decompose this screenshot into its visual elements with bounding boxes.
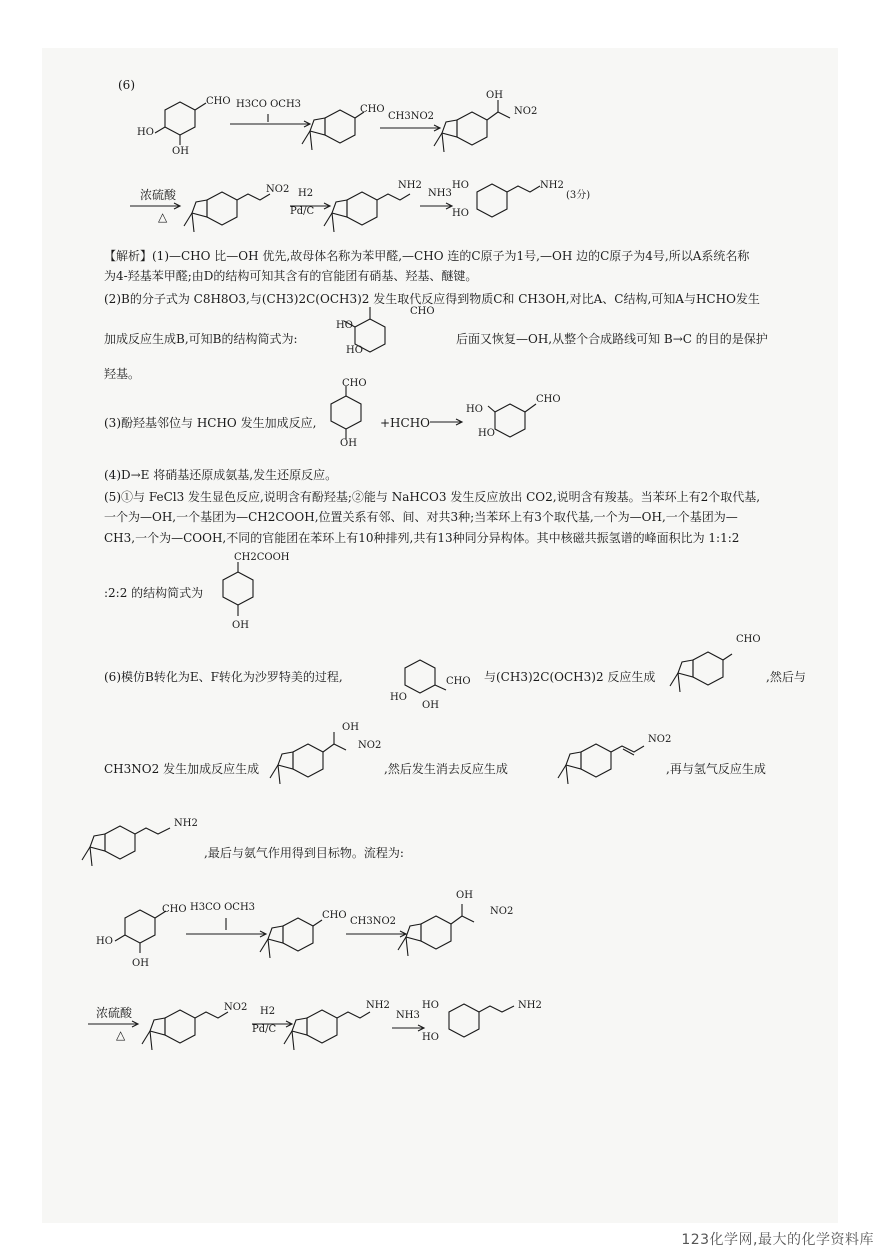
analysis-p6-line1a: (6)模仿B转化为E、F转化为沙罗特美的过程, [104, 670, 343, 684]
heat-symbol: △ [116, 1028, 126, 1042]
cho-label: CHO [360, 104, 385, 115]
nh2-label: NH2 [540, 180, 564, 191]
oh-label: OH [340, 438, 357, 449]
no2-label: NO2 [490, 906, 514, 917]
nh3-reagent: NH3 [428, 188, 452, 199]
hydroxyphenylacetic-acid-structure [220, 560, 280, 640]
analysis-p6-line2c: ,再与氢气反应生成 [666, 762, 766, 776]
reaction-arrow [130, 200, 190, 212]
conc-sulfuric-reagent: 浓硫酸 [96, 1006, 133, 1020]
analysis-p2-line2a: 加成反应生成B,可知B的结构简式为: [104, 332, 298, 346]
ho-label: HO [452, 180, 469, 191]
nitromethane-reagent: CH3NO2 [350, 916, 397, 927]
heat-symbol: △ [158, 210, 168, 224]
nitro-alcohol-structure [432, 92, 532, 172]
oh-label: OH [342, 722, 359, 733]
no2-label: NO2 [266, 184, 290, 195]
nh2-label: NH2 [518, 1000, 542, 1011]
nh2-label: NH2 [398, 180, 422, 191]
ketal-reagent: H3CO OCH3 [190, 902, 256, 913]
nitro-alcohol-structure [268, 724, 378, 804]
analysis-p6-line3: ,最后与氨气作用得到目标物。流程为: [204, 846, 404, 860]
no2-label: NO2 [648, 734, 672, 745]
analysis-p6-line1b: 与(CH3)2C(OCH3)2 反应生成 [484, 670, 656, 684]
analysis-p5-line3: CH3,一个为—COOH,不同的官能团在苯环上有10种排列,共有13种同分异构体。其中核磁共振氢谱的峰面积比为 1:1:2 [104, 531, 740, 545]
oh-label: OH [172, 146, 189, 157]
analysis-p5-line2: 一个为—OH,一个基团为—CH2COOH,位置关系有邻、间、对共3种;当苯环上有3个取代基,一个为—OH,一个基团为— [104, 510, 738, 524]
watermark-text: 123化学网,最大的化学资料库 [681, 1232, 874, 1248]
ho-label: HO [478, 428, 495, 439]
analysis-p5-line4: :2:2 的结构简式为 [104, 586, 204, 600]
nh3-reagent: NH3 [396, 1010, 420, 1021]
analysis-p3: (3)酚羟基邻位与 HCHO 发生加成反应, [104, 416, 317, 430]
analysis-p2-line3: 羟基。 [104, 367, 141, 381]
ho-label: HO [452, 208, 469, 219]
ketal-reagent: H3CO OCH3 [236, 99, 302, 110]
pd-c-catalyst: Pd/C [252, 1024, 277, 1035]
section-label: (6) [118, 78, 135, 92]
oh-label: OH [422, 700, 439, 711]
analysis-p1-line1: 【解析】(1)—CHO 比—OH 优先,故母体名称为苯甲醛,—CHO 连的C原子为1号,—OH 边的C原子为4号,所以A系统名称 [104, 249, 750, 263]
ch2cooh-label: CH2COOH [234, 552, 290, 563]
hcho-reagent: +HCHO [380, 416, 431, 430]
analysis-p4: (4)D→E 将硝基还原成氨基,发生还原反应。 [104, 468, 338, 482]
ho-label: HO [346, 345, 363, 356]
cho-label: CHO [322, 910, 347, 921]
ho-label: HO [96, 936, 113, 947]
ho-label: HO [466, 404, 483, 415]
analysis-p6-line1c: ,然后与 [766, 670, 806, 684]
nh2-label: NH2 [366, 1000, 390, 1011]
nitromethane-reagent: CH3NO2 [388, 111, 435, 122]
reaction-arrow [430, 416, 470, 428]
cho-label: CHO [536, 394, 561, 405]
ho-label: HO [390, 692, 407, 703]
pd-c-catalyst: Pd/C [290, 206, 315, 217]
ho-label: HO [137, 127, 154, 138]
acetonide-benzaldehyde-structure [668, 640, 758, 710]
no2-label: NO2 [358, 740, 382, 751]
cho-label: CHO [446, 676, 471, 687]
conc-sulfuric-reagent: 浓硫酸 [140, 188, 177, 202]
analysis-p5-line1: (5)①与 FeCl3 发生显色反应,说明含有酚羟基;②能与 NaHCO3 发生反应放出 CO2,说明含有羧基。当苯环上有2个取代基, [104, 490, 761, 504]
cho-label: CHO [410, 306, 435, 317]
score-label: (3分) [566, 190, 591, 201]
cho-label: CHO [342, 378, 367, 389]
nh2-label: NH2 [174, 818, 198, 829]
no2-label: NO2 [224, 1002, 248, 1013]
ho-label: HO [422, 1000, 439, 1011]
ho-label: HO [336, 320, 353, 331]
oh-label: OH [456, 890, 473, 901]
cho-label: CHO [206, 96, 231, 107]
oh-label: OH [232, 620, 249, 631]
analysis-p2-line2b: 后面又恢复—OH,从整个合成路线可知 B→C 的目的是保护 [456, 332, 768, 346]
ho-label: HO [422, 1032, 439, 1043]
cho-label: CHO [736, 634, 761, 645]
oh-label: OH [132, 958, 149, 969]
analysis-p6-line2a: CH3NO2 发生加成反应生成 [104, 762, 260, 776]
h2-reagent: H2 [260, 1006, 276, 1017]
analysis-p6-line2b: ,然后发生消去反应生成 [384, 762, 508, 776]
h2-reagent: H2 [298, 188, 314, 199]
no2-label: NO2 [514, 106, 538, 117]
analysis-p2-line1: (2)B的分子式为 C8H8O3,与(CH3)2C(OCH3)2 发生取代反应得到物质C和 CH3OH,对比A、C结构,可知A与HCHO发生 [104, 292, 760, 306]
analysis-p1-line2: 为4-羟基苯甲醛;由D的结构可知其含有的官能团有硝基、羟基、醚键。 [104, 269, 478, 283]
reaction-arrow [88, 1018, 148, 1030]
cho-label: CHO [162, 904, 187, 915]
oh-label: OH [486, 90, 503, 101]
